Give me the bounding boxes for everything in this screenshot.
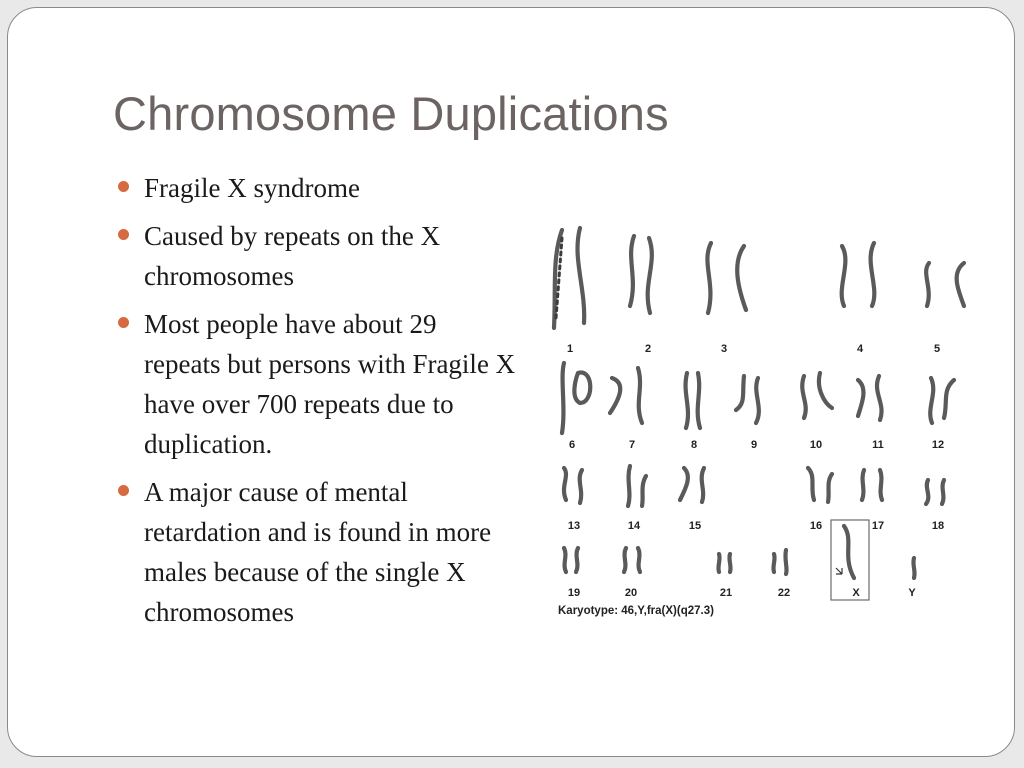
bullet-dot-icon — [118, 317, 129, 328]
karyotype-label: 10 — [809, 439, 823, 451]
chromosome-pair-14 — [628, 466, 646, 506]
karyotype-label: 16 — [809, 520, 823, 532]
chromosome-pair-16 — [808, 468, 832, 502]
bullet-dot-icon — [118, 229, 129, 240]
karyotype-label: 13 — [567, 520, 581, 532]
chromosome-pair-10 — [802, 373, 832, 418]
chromosome-pair-22 — [773, 550, 786, 574]
chromosome-pair-11 — [858, 376, 882, 420]
karyotype-caption: Karyotype: 46,Y,fra(X)(q27.3) — [558, 605, 714, 617]
chromosome-pair-12 — [930, 378, 954, 423]
karyotype-label: 19 — [567, 587, 581, 599]
chromosome-pair-2 — [630, 236, 652, 313]
karyotype-label: 9 — [750, 439, 758, 451]
slide-title: Chromosome Duplications — [113, 87, 669, 140]
karyotype-label: 7 — [628, 439, 636, 451]
karyotype-label: 8 — [690, 439, 698, 451]
chromosome-pair-7 — [610, 368, 642, 423]
karyotype-label: 6 — [568, 439, 576, 451]
chromosome-pair-4 — [842, 243, 875, 306]
chromosome-pair-6 — [562, 363, 590, 433]
chromosome-pair-18 — [926, 480, 944, 504]
bullet-text: Caused by repeats on the X chromosomes — [144, 221, 441, 291]
bullet-dot-icon — [118, 485, 129, 496]
karyotype-label: X — [852, 587, 860, 599]
bullet-item — [116, 304, 516, 464]
karyotype-label: 21 — [719, 587, 733, 599]
karyotype-figure — [546, 218, 986, 623]
bullet-list — [116, 168, 516, 640]
bullet-item — [116, 472, 516, 632]
karyotype-label: 3 — [720, 343, 728, 355]
chromosome-pair-13 — [564, 468, 582, 503]
bullet-item — [116, 216, 516, 296]
chromosome-x — [831, 520, 869, 600]
bullet-dot-icon — [118, 181, 129, 192]
chromosome-pair-21 — [718, 554, 730, 572]
karyotype-label: 18 — [931, 520, 945, 532]
chromosome-pair-1 — [554, 228, 584, 328]
bullet-text: Fragile X syndrome — [144, 173, 360, 203]
karyotype-label: 22 — [777, 587, 791, 599]
chromosome-pair-19 — [564, 548, 578, 572]
chromosome-pair-8 — [686, 373, 700, 428]
chromosome-pair-3 — [707, 243, 746, 313]
chromosome-pair-15 — [680, 468, 704, 502]
karyotype-label: 4 — [856, 343, 864, 355]
chromosome-pair-20 — [624, 548, 640, 572]
karyotype-label: 20 — [624, 587, 638, 599]
karyotype-image — [546, 218, 986, 623]
karyotype-label: Y — [908, 587, 916, 599]
karyotype-label: 14 — [627, 520, 641, 532]
karyotype-label: 15 — [688, 520, 702, 532]
chromosome-pair-5 — [926, 263, 964, 306]
chromosome-pair-9 — [736, 376, 759, 423]
bullet-text: Most people have about 29 repeats but persons with Fragile X have over 700 repeats due to duplication. — [144, 309, 516, 459]
karyotype-label: 11 — [872, 439, 884, 451]
karyotype-label: 12 — [931, 439, 945, 451]
karyotype-label: 17 — [871, 520, 885, 532]
karyotype-label: 2 — [644, 343, 652, 355]
chromosome-y — [913, 558, 914, 578]
karyotype-label: 5 — [933, 343, 941, 355]
chromosome-pair-17 — [862, 470, 882, 500]
bullet-item — [116, 168, 516, 208]
bullet-text: A major cause of mental retardation and is found in more males because of the single X chromosomes — [144, 477, 492, 627]
karyotype-label: 1 — [566, 343, 574, 355]
